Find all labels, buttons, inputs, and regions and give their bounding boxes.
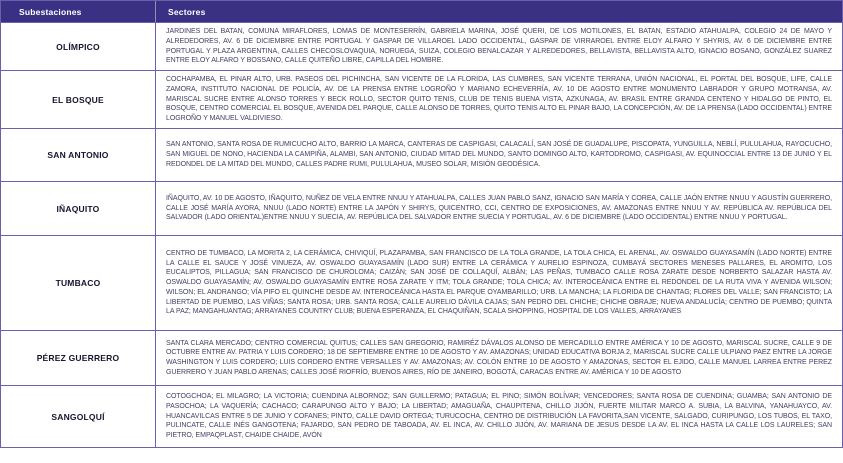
table-row [1,181,842,235]
sectors-list: JARDINES DEL BATAN, COMUNA MIRAFLORES, LOMAS DE MONTESERRÍN, GABRIELA MARINA, JOSÉ QUERI, DE LOS MOTILONES, EL BATAN, ESTADIO ATAHUALPA, COLEGIO 24 DE MAYO Y ALREDEDORES, AV. 6 DE DICIEMBRE ENTRE PORTUGAL Y GASPAR DE VILLAROEL LADO OCCIDENTAL, GASPAR DE VIRRAROEL ENTRE ELOY ALFARO Y SHYRIS, AV. 6 DE DICIEMBRE ENTRE PORTUGAL Y PLAZA ARGENTINA, CALLES CHECOSLOVAQUIA, NORUEGA, SUIZA, COLEGIO BENALCAZAR Y ALREDEDORES, BELLAVISTA, BELLAVISTA ALTO, IGNACIO BOSANO, GONZÁLEZ SUAREZ ENTRE ELOY ALFARO Y BOSSANO, CALLE QUITEÑO LIBRE, CAPILLA DEL HOMBRE. [166,28,832,65]
table-row [1,235,842,330]
table-row [1,385,842,447]
sectors-list: SAN ANTONIO, SANTA ROSA DE RUMICUCHO ALTO, BARRIO LA MARCA, CANTERAS DE CASPIGASI, CALACALÍ, SAN JOSÉ DE GUADALUPE, PISCOPATA, YUNGUILLA, NEBLÍ, PULULAHUA, RAYOCUCHO, SAN MIGUEL DE NONO, HACIENDA LA CAMPIÑA, ALAMBI, SAN ANTONIO, CIUDAD MITAD DEL MUNDO, SANTO DOMINGO ALTO, KARTODROMO, CASPIGASI, AV. EQUINOCCIAL ENTRE 13 DE JUNIO Y EL REDONDEL DE LA MITAD DEL MUNDO, CALLES PADRE RUMI, PULULAHUA, MUSEO SOLAR, MISIÓN GEODÉSICA. [166,141,832,168]
sectors-list: SANTA CLARA MERCADO; CENTRO COMERCIAL QUITUS; CALLES SAN GREGORIO, RAMIRÉZ DÁVALOS ALONSO DE MERCADILLO ENTRE AMÉRICA Y 10 DE AGOSTO, MARISCAL SUCRE, CALLE 9 DE OCTUBRE ENTRE AV. PATRIA Y LUIS CORDERO; 18 DE SEPTIEMBRE ENTRE 10 DE AGOSTO Y AV. AMAZONAS; UNIDAD EDUCATIVA BORJA 2, MARISCAL SUCRE CALLE ULPIANO PAEZ ENTRE LA JORGE WASHINGTON Y LUIS CORDERO; LUIS CORDERO ENTRE VERSALLES Y AV. AMAZONAS; AV. COLÓN ENTRE 10 DE AGOSTO Y AMAZONAS, SECTOR EL EJIDO, CALLE MANUEL LARREA ENTRE PEREZ GUERRERO Y JUAN PABLO ARENAS; CALLES JOSÉ RIOFRÍO, BUENOS AIRES, RÍO DE JANEIRO, BOGOTÁ, CARACAS ENTRE AV. AMÉRICA Y 10 DE AGOSTO [166,339,832,376]
column-header-sectores: Sectores [168,6,206,17]
substation-name: TUMBACO [1,236,156,330]
substation-name: IÑAQUITO [1,182,156,235]
table-row [1,70,842,128]
table-row [1,330,842,385]
sectors-list: COCHAPAMBA, EL PINAR ALTO, URB. PASEOS DEL PICHINCHA, SAN VICENTE DE LA FLORIDA, LAS CUMBRES, SAN VICENTE TERRANA, UNIÓN NACIONAL, EL PORTAL DEL BOSQUE, LIFE, CALLE ZAMORA, INSTITUTO NACIONAL DE POLICÍA, AV. DE LA PRENSA ENTRE LOGROÑO Y MARIANO ECHEVERRÍA, AV. 10 DE AGOSTO ENTRE MONUMENTO LABRADOR Y GRUPO MOTRANSA, AV. MARISCAL SUCRE ENTRE ALONSO TORRES Y BECK ROLLO, SECTOR QUITO TENIS, CLUB DE TENIS BUENA VISTA, AZKUNAGA, AV. BRASIL ENTRE GRANDA CENTENO Y HIDALGO DE PINTO, EL BOSQUE, CENTRO COMERCIAL EL BOSQUE, AVENIDA DEL PARQUE, CALLE ALONSO DE TORRES, QUITO TENIS ALTO EL PINAR BAJO, LA CONCEPCIÓN, AV. DE LA PRENSA (LADO OCCIDENTAL) ENTRE LOGROÑO Y MANUEL VALDIVIESO. [166,76,832,123]
substation-name: SANGOLQUÍ [1,386,156,447]
substation-name: EL BOSQUE [1,71,156,128]
substation-name: PÉREZ GUERRERO [1,331,156,385]
column-header-subestaciones: Subestaciones [1,1,156,22]
sectors-list: IÑAQUITO, AV. 10 DE AGOSTO, IÑAQUITO, NUÑEZ DE VELA ENTRE NNUU Y ATAHUALPA, CALLES JUAN PABLO SANZ, IGNACIO SAN MARÍA Y COREA, CALLE JAÓN ENTRE NNUU Y AGUSTÍN GUERRERO, CALLE JOSÉ MARÍA AYORA, NNUU (LADO NORTE) ENTRE LA JAPÓN Y SHIRYS, QUICENTRO, CCI, CENTRO DE EXPOSICIONES, AV. AMAZONAS ENTRE NNUU Y AV. REPÚBLICA AV. REPÚBLICA DEL SALVADOR (LADO ORIENTAL)ENTRE NNUU Y SUECIA, AV. REPÚBLICA DEL SALVADOR ENTRE SUECIA Y PORTUGAL, AV. 6 DE DICIEMBRE (LADO OCCIDENTAL) ENTRE NNUU Y PORTUGAL. [166,194,832,222]
sectors-list: COTOGCHOA; EL MILAGRO; LA VICTORIA; CUENDINA ALBORNOZ; SAN GUILLERMO; PATAGUA; EL PINO; SIMÓN BOLÍVAR; VENCEDORES; SANTA ROSA DE CUENDINA; GUAMBA; SAN ANTONIO DE PASOCHOA; LA VAQUERÍA; CACHACO; CARAPUNGO ALTO Y BAJO; LA LIBERTAD; AMAGUAÑA, CHAUPITENA, CHILLO JIJÓN, FUERTE MILITAR MARCO A. SUBIA, LA BALVINA, YANAHUAYCO, AV. HUANCAVILCAS ENTRE 5 DE JUNIO Y COFANES; PINTO, CALLE DAVID ORTEGA; TURUCOCHA, CENTRO DE DISTRIBUCIÓN LA FAVORITA,SAN VICENTE, SALGADO, CURIPUNGO, LOS TUBOS, EL TAXO, PULINCATE, CALLE INÉS GANGOTENA; FAJARDO, SAN PEDRO DE TABOADA, AV. EL INCA, AV. CHILLO JIJÓN, AV. MARIANA DE JESUS DESDE LA AV. EL INCA HASTA LA CALLE LOS LAURELES; SAN PIETRO, EMPAQPLAST, CHAIDE CHAIDE, AVÓN [166,393,832,440]
substation-name: OLÍMPICO [1,23,156,70]
substation-name: SAN ANTONIO [1,129,156,181]
table-header-row [1,1,842,22]
sectors-list: CENTRO DE TUMBACO, LA MORITA 2, LA CERÁMICA, CHIVIQUÍ, PLAZAPAMBA, SAN FRANCISCO DE LA TOLA GRANDE, LA TOLA CHICA, EL ARENAL, AV. OSWALDO GUAYASAMÍN (LADO NORTE) ENTRE LA CALLE EL SAUCE Y JOSÉ VINUEZA, AV. OSWALDO GUAYASAMÍN (LADO SUR) ENTRE LA CERÁMICA Y AURELIO ESPINOZA, CUMBAYÁ SECTORES MENESES PALLARES, EL AROMITO, LOS EUCALIPTOS, PILLAGUA; SAN FRANCISCO DE CHUROLOMA; CAIZÁN; SAN JOSÉ DE COLLAQUÍ, ALBÁN; LAS PEÑAS, TUMBACO CALLE ROSA ZARATE DESDE NORBERTO SALAZAR HASTA AV. OSWALDO GUAYASAMÍN; AV. OSWALDO GUAYASAMÍN ENTRE ROSA ZARATE Y ITM; TOLA GRANDE; TOLA CHICA; AV. INTEROCEÁNICA ENTRE EL REDONDEL DE LA RUTA VIVA Y AVENIDA WILSON; WILSON; EL ANDRANGO; VÍA PIFO EL QUINCHE DESDE AV. INTEROCEÁNICA HASTA EL PARQUE OYAMBARILLO; URB. LA MANCHA; LA FLORIDA DE CHANTAG; FLORES DEL VALLE; SAN FRANCISTO; LA LIBERTAD DE PUEMBO, LAS VIÑAS; SANTA ROSA; URB. SANTA ROSA; CALLE AURELIO DÁVILA CAJAS; SAN PEDRO DEL CHICHE; CHICHE OBRAJE; NUEVA ANDALUCÍA; CENTRO DE PUEMBO; QUINTA LA PAZ; MANGAHUANTAG; ARRAYANES COUNTRY CLUB; BUENA ESPERANZA, EL CHAQUIÑAN, SCALA SHOPPING, HOSPITAL DE LOS VALLES, ARRAYANES [166,250,832,316]
table-row [1,128,842,181]
table-row [1,22,842,70]
